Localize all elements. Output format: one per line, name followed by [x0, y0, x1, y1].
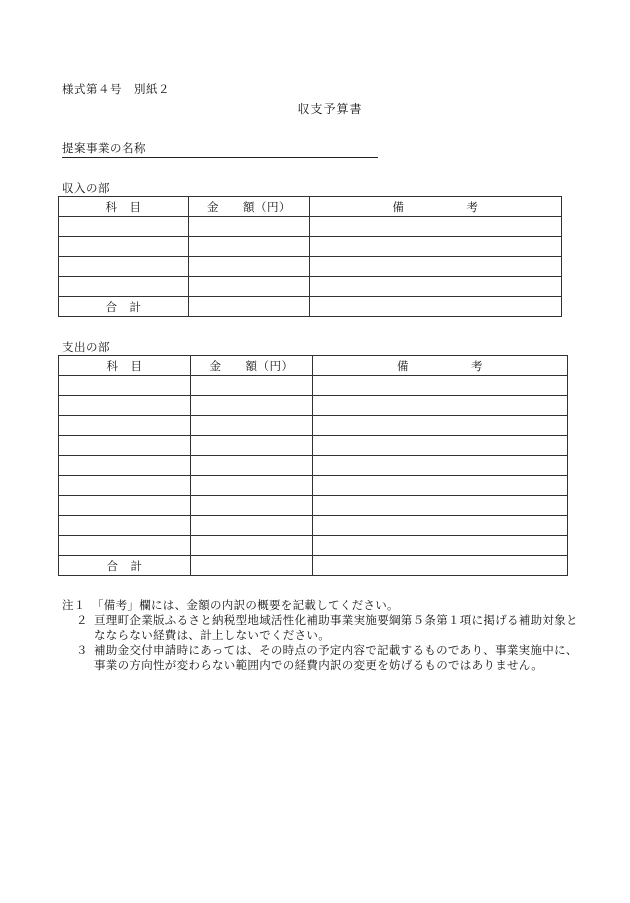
table-row: [59, 456, 568, 476]
table-row: [59, 516, 568, 536]
income-amount-cell[interactable]: [189, 257, 310, 277]
income-item-cell[interactable]: [59, 217, 189, 237]
expense-col-remarks-b: 考: [471, 358, 483, 373]
expense-col-amount: [191, 356, 313, 376]
expense-col-amount-a: 金: [209, 358, 222, 373]
expense-remarks-cell[interactable]: [313, 396, 568, 416]
expense-remarks-cell[interactable]: [313, 516, 568, 536]
note-2-number: ２: [76, 613, 88, 627]
project-name-field[interactable]: [62, 140, 378, 158]
expense-amount-cell[interactable]: [191, 476, 313, 496]
table-row: [59, 436, 568, 456]
expense-header-row: [59, 356, 568, 376]
expense-total-label: 合 計: [59, 556, 191, 576]
income-section-label: 収入の部: [62, 181, 110, 195]
expense-item-cell[interactable]: [59, 376, 191, 396]
income-item-cell[interactable]: [59, 257, 189, 277]
expense-remarks-cell[interactable]: [313, 416, 568, 436]
income-amount-cell[interactable]: [189, 277, 310, 297]
note-2: [62, 613, 582, 643]
income-amount-cell[interactable]: [189, 237, 310, 257]
expense-item-cell[interactable]: [59, 496, 191, 516]
income-total-remarks-cell[interactable]: [310, 297, 562, 317]
table-row: [59, 396, 568, 416]
expense-col-remarks-a: 備: [397, 358, 409, 373]
income-col-amount: [189, 197, 310, 217]
table-row: [59, 416, 568, 436]
note-1-number: 注１: [62, 598, 86, 612]
income-col-remarks-a: 備: [392, 199, 405, 214]
form-number: 様式第４号 別紙２: [62, 82, 170, 96]
table-row: [59, 257, 562, 277]
expense-remarks-cell[interactable]: [313, 376, 568, 396]
expense-amount-cell[interactable]: [191, 396, 313, 416]
expense-item-cell[interactable]: [59, 516, 191, 536]
income-col-remarks-b: 考: [466, 199, 479, 214]
income-col-amount-a: 金: [207, 199, 219, 214]
expense-amount-cell[interactable]: [191, 516, 313, 536]
project-name-label: 提案事業の名称: [62, 141, 146, 155]
income-remarks-cell[interactable]: [310, 257, 562, 277]
table-row: [59, 496, 568, 516]
note-1: [62, 598, 582, 613]
note-3-text: 補助金交付申請時にあっては、その時点の予定内容で記載するものであり、事業実施中に、事業の方向性が変わらない範囲内での経費内訳の変更を妨げるものではありません。: [94, 643, 578, 672]
expense-item-cell[interactable]: [59, 396, 191, 416]
income-col-remarks: [310, 197, 562, 217]
expense-amount-cell[interactable]: [191, 376, 313, 396]
income-total-row: [59, 297, 562, 317]
income-total-amount-cell[interactable]: [189, 297, 310, 317]
expense-amount-cell[interactable]: [191, 416, 313, 436]
expense-remarks-cell[interactable]: [313, 536, 568, 556]
expense-amount-cell[interactable]: [191, 496, 313, 516]
note-2-text: 亘理町企業版ふるさと納税型地域活性化補助事業実施要綱第５条第１項に掲げる補助対象となならない経費は、計上しないでください。: [94, 613, 578, 642]
table-row: [59, 237, 562, 257]
notes-section: [62, 598, 582, 673]
table-row: [59, 277, 562, 297]
expense-item-cell[interactable]: [59, 536, 191, 556]
income-table: [58, 196, 562, 317]
income-item-cell[interactable]: [59, 277, 189, 297]
expense-total-remarks-cell[interactable]: [313, 556, 568, 576]
income-item-cell[interactable]: [59, 237, 189, 257]
table-row: [59, 376, 568, 396]
income-header-row: [59, 197, 562, 217]
expense-col-amount-b: 額（円）: [245, 358, 294, 373]
expense-item-cell[interactable]: [59, 436, 191, 456]
document-title: 収支予算書: [297, 102, 363, 116]
note-3: [62, 643, 582, 673]
expense-item-cell[interactable]: [59, 476, 191, 496]
expense-remarks-cell[interactable]: [313, 456, 568, 476]
income-remarks-cell[interactable]: [310, 217, 562, 237]
income-remarks-cell[interactable]: [310, 277, 562, 297]
table-row: [59, 536, 568, 556]
expense-item-cell[interactable]: [59, 456, 191, 476]
expense-col-remarks: [313, 356, 568, 376]
note-1-text: 「備考」欄には、金額の内訳の概要を記載してください。: [92, 598, 399, 612]
table-row: [59, 217, 562, 237]
expense-amount-cell[interactable]: [191, 436, 313, 456]
expense-remarks-cell[interactable]: [313, 496, 568, 516]
expense-total-row: [59, 556, 568, 576]
expense-amount-cell[interactable]: [191, 536, 313, 556]
income-total-label: 合 計: [59, 297, 189, 317]
expense-col-item: 科 目: [59, 356, 191, 376]
expense-section-label: 支出の部: [62, 340, 110, 354]
income-amount-cell[interactable]: [189, 217, 310, 237]
table-row: [59, 476, 568, 496]
expense-total-amount-cell[interactable]: [191, 556, 313, 576]
expense-amount-cell[interactable]: [191, 456, 313, 476]
expense-table: [58, 355, 568, 576]
income-col-item: 科 目: [59, 197, 189, 217]
income-col-amount-b: 額（円）: [243, 199, 291, 214]
expense-remarks-cell[interactable]: [313, 436, 568, 456]
expense-remarks-cell[interactable]: [313, 476, 568, 496]
note-3-number: ３: [76, 643, 88, 657]
expense-item-cell[interactable]: [59, 416, 191, 436]
income-remarks-cell[interactable]: [310, 237, 562, 257]
